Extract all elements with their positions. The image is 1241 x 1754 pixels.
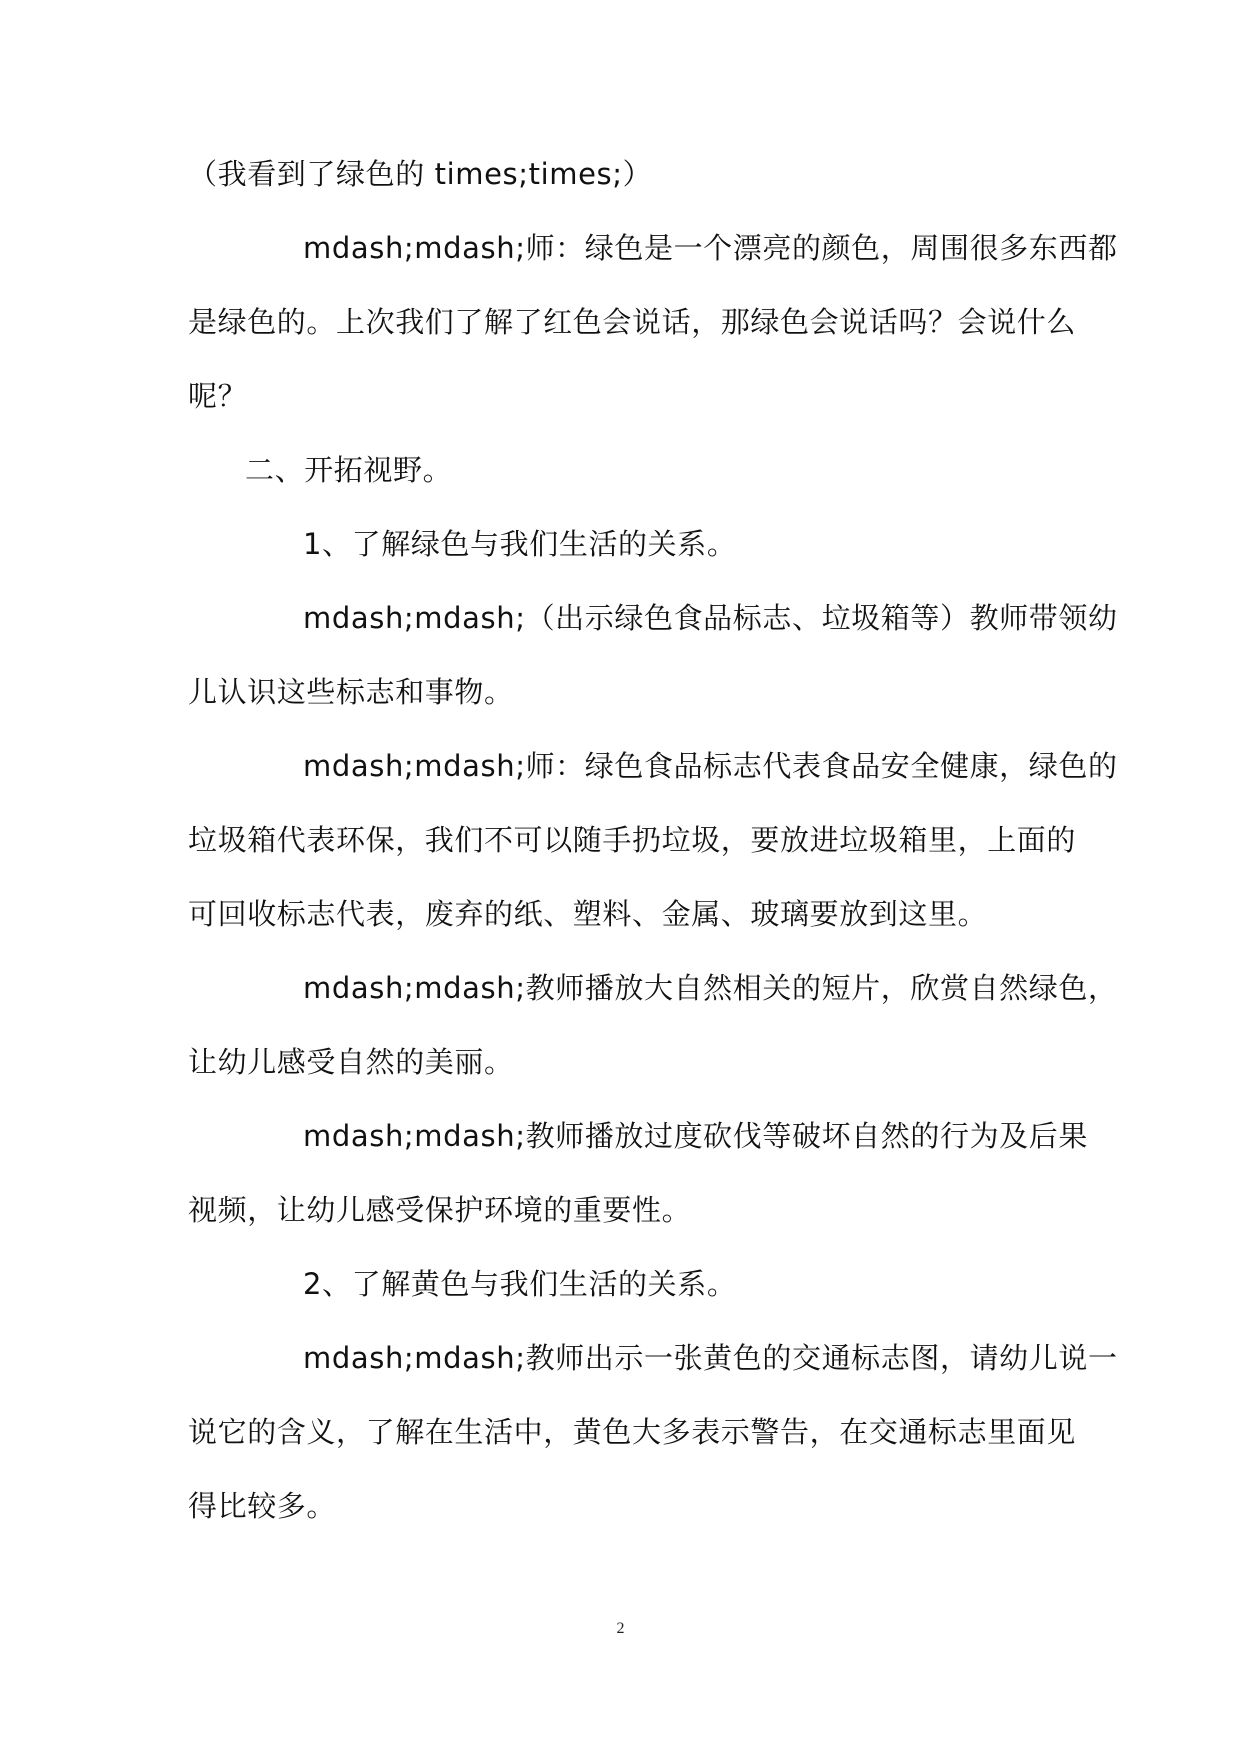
text-line: 得比较多。 <box>188 1489 337 1523</box>
text-line: 说它的含义，了解在生活中，黄色大多表示警告，在交通标志里面见 <box>188 1415 1077 1449</box>
section-heading: 二、开拓视野。 <box>245 453 453 487</box>
text-line: 让幼儿感受自然的美丽。 <box>188 1045 514 1079</box>
subsection-heading: 1、了解绿色与我们生活的关系。 <box>303 527 737 561</box>
text-line: mdash;mdash;教师播放大自然相关的短片，欣赏自然绿色， <box>303 971 1118 1005</box>
text-line: mdash;mdash;师：绿色是一个漂亮的颜色，周围很多东西都 <box>303 231 1118 265</box>
page-number: 2 <box>616 1620 625 1637</box>
text-line: mdash;mdash;（出示绿色食品标志、垃圾箱等）教师带领幼 <box>303 601 1118 635</box>
text-line: 视频，让幼儿感受保护环境的重要性。 <box>188 1193 692 1227</box>
text-line: mdash;mdash;教师播放过度砍伐等破坏自然的行为及后果 <box>303 1119 1088 1153</box>
text-line: 可回收标志代表，废弃的纸、塑料、金属、玻璃要放到这里。 <box>188 897 988 931</box>
text-line: （我看到了绿色的 times;times;） <box>188 157 653 191</box>
text-line: mdash;mdash;师：绿色食品标志代表食品安全健康，绿色的 <box>303 749 1118 783</box>
subsection-heading: 2、了解黄色与我们生活的关系。 <box>303 1267 737 1301</box>
text-line: 儿认识这些标志和事物。 <box>188 675 514 709</box>
text-line: 是绿色的。上次我们了解了红色会说话，那绿色会说话吗？会说什么 <box>188 305 1077 339</box>
text-line: mdash;mdash;教师出示一张黄色的交通标志图，请幼儿说一 <box>303 1341 1118 1375</box>
text-line: 呢？ <box>188 379 248 413</box>
text-line: 垃圾箱代表环保，我们不可以随手扔垃圾，要放进垃圾箱里，上面的 <box>188 823 1077 857</box>
